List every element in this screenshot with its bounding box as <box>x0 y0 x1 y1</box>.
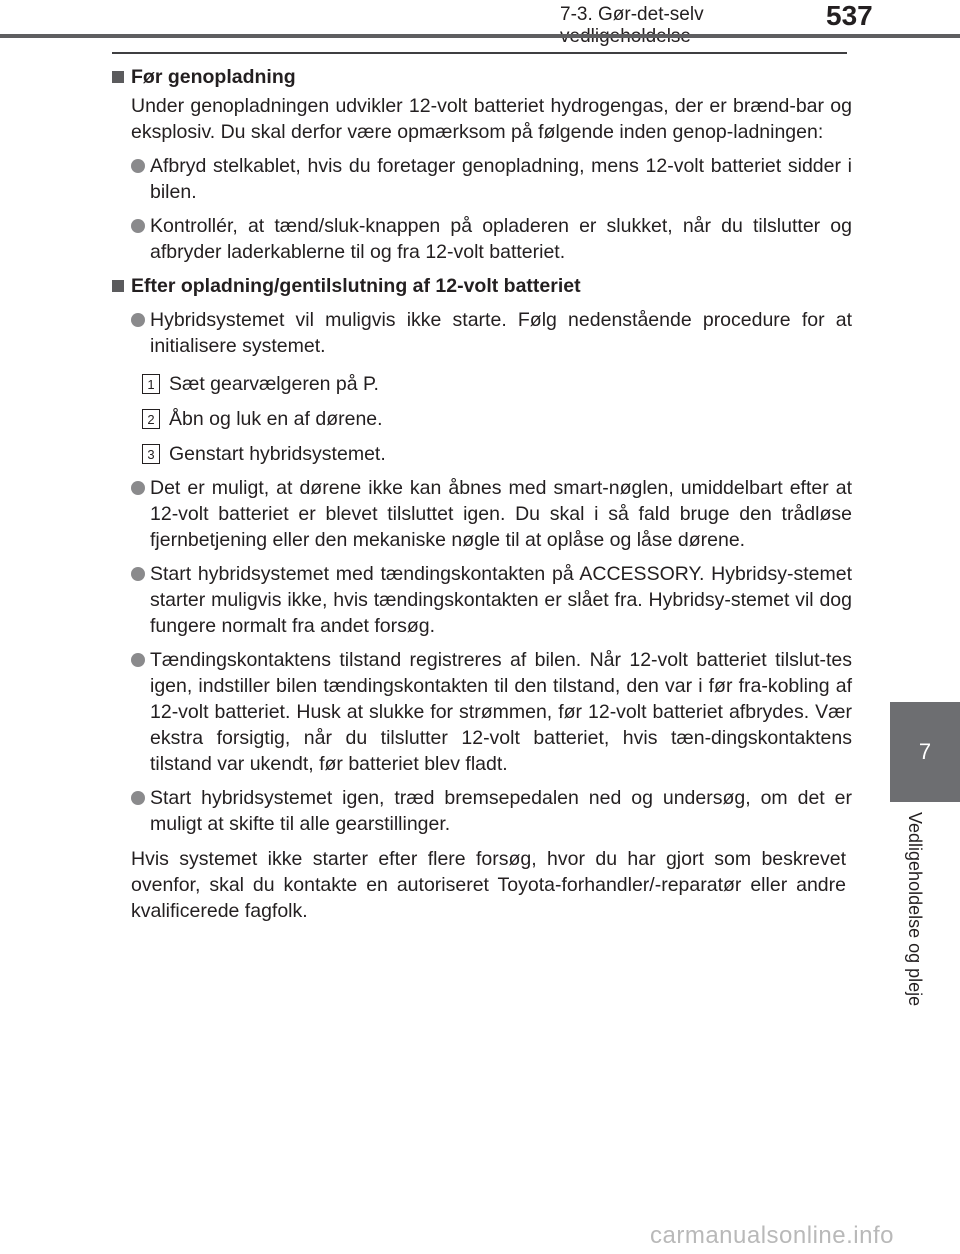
heading-text: Før genopladning <box>131 66 296 88</box>
content-top-divider <box>112 52 847 54</box>
step-number-box: 2 <box>142 409 160 429</box>
circle-bullet-icon <box>131 653 145 667</box>
closing-paragraph: Hvis systemet ikke starter efter flere forsøg, hvor du har gjort som beskrevet ovenfor, skal du kontakte en autoriseret Toyota-forhandler/-reparatør eller andre kvalificerede fagfolk. <box>131 848 846 922</box>
square-bullet-icon <box>112 71 124 83</box>
circle-bullet-icon <box>131 481 145 495</box>
step-number-box: 1 <box>142 374 160 394</box>
heading-text: Efter opladning/gentilslutning af 12-volt batteriet <box>131 275 581 297</box>
chapter-number: 7 <box>918 739 932 764</box>
watermark: carmanualsonline.info <box>650 1222 894 1249</box>
list-item-text: Start hybridsystemet igen, træd bremsepedalen ned og undersøg, om det er muligt at skifte til alle gearstillinger. <box>150 787 852 835</box>
list-item <box>131 785 852 837</box>
chapter-label <box>895 812 935 1032</box>
list-item <box>131 561 852 639</box>
list-item-text: Afbryd stelkablet, hvis du foretager genopladning, mens 12-volt batteriet sidder i bilen. <box>150 155 852 203</box>
section-title: 7-3. Gør-det-selv <box>560 4 704 25</box>
chapter-label-text: Vedligeholdelse og pleje <box>905 812 925 1007</box>
list-item-text: Start hybridsystemet med tændingskontakten på ACCESSORY. Hybridsy-stemet starter muligvis ikke, hvis tændingskontakten er slået fra. Hybridsy-stemet vil dog fungere normalt fra andet forsøg. <box>150 563 852 637</box>
page-number: 537 <box>826 0 873 31</box>
chapter-tab <box>890 702 960 802</box>
list-item <box>131 213 852 265</box>
procedure-step <box>142 406 852 432</box>
circle-bullet-icon <box>131 313 145 327</box>
circle-bullet-icon <box>131 791 145 805</box>
list-item <box>131 307 852 359</box>
page-content <box>112 62 852 924</box>
header-divider <box>0 34 960 38</box>
intro-paragraph: Under genopladningen udvikler 12-volt batteriet hydrogengas, der er brænd-bar og eksplosiv. Du skal derfor være opmærksom på følgende inden genop-ladningen: <box>131 95 852 143</box>
circle-bullet-icon <box>131 567 145 581</box>
list-item-text: Tændingskontaktens tilstand registreres af bilen. Når 12-volt batteriet tilslut-tes igen, indstiller bilen tændingskontakten til den tilstand, den var i før fra-kobling af 12-volt batteriet. Husk at slukke for strømmen, før 12-volt batteriet afbrydes. Vær ekstra forsigtig, når du tilslutter 12-volt batteriet, hvis tæn-dingskontaktens tilstand var ukendt, før batteriet blev fladt. <box>150 649 852 775</box>
step-text: Genstart hybridsystemet. <box>169 443 386 465</box>
list-item-text: Det er muligt, at dørene ikke kan åbnes med smart-nøglen, umiddelbart efter at 12-volt batteriet er blevet tilsluttet igen. Du skal i så fald bruge den trådløse fjernbetjening eller den mekaniske nøgle til at oplåse og låse dørene. <box>150 477 852 551</box>
step-text: Sæt gearvælgeren på P. <box>169 373 379 395</box>
circle-bullet-icon <box>131 159 145 173</box>
list-item <box>131 647 852 777</box>
procedure-step <box>142 441 852 467</box>
step-number-box: 3 <box>142 444 160 464</box>
list-item-text: Kontrollér, at tænd/sluk-knappen på opladeren er slukket, når du tilslutter og afbryder laderkablerne til og fra 12-volt batteriet. <box>150 215 852 263</box>
procedure-step <box>142 371 852 397</box>
section-heading-before-charging <box>112 64 852 90</box>
square-bullet-icon <box>112 280 124 292</box>
list-item-text: Hybridsystemet vil muligvis ikke starte. Følg nedenstående procedure for at initialisere systemet. <box>150 309 852 357</box>
list-item <box>131 475 852 553</box>
step-text: Åbn og luk en af dørene. <box>169 408 383 430</box>
list-item <box>131 153 852 205</box>
circle-bullet-icon <box>131 219 145 233</box>
section-heading-after-charging <box>112 273 852 299</box>
